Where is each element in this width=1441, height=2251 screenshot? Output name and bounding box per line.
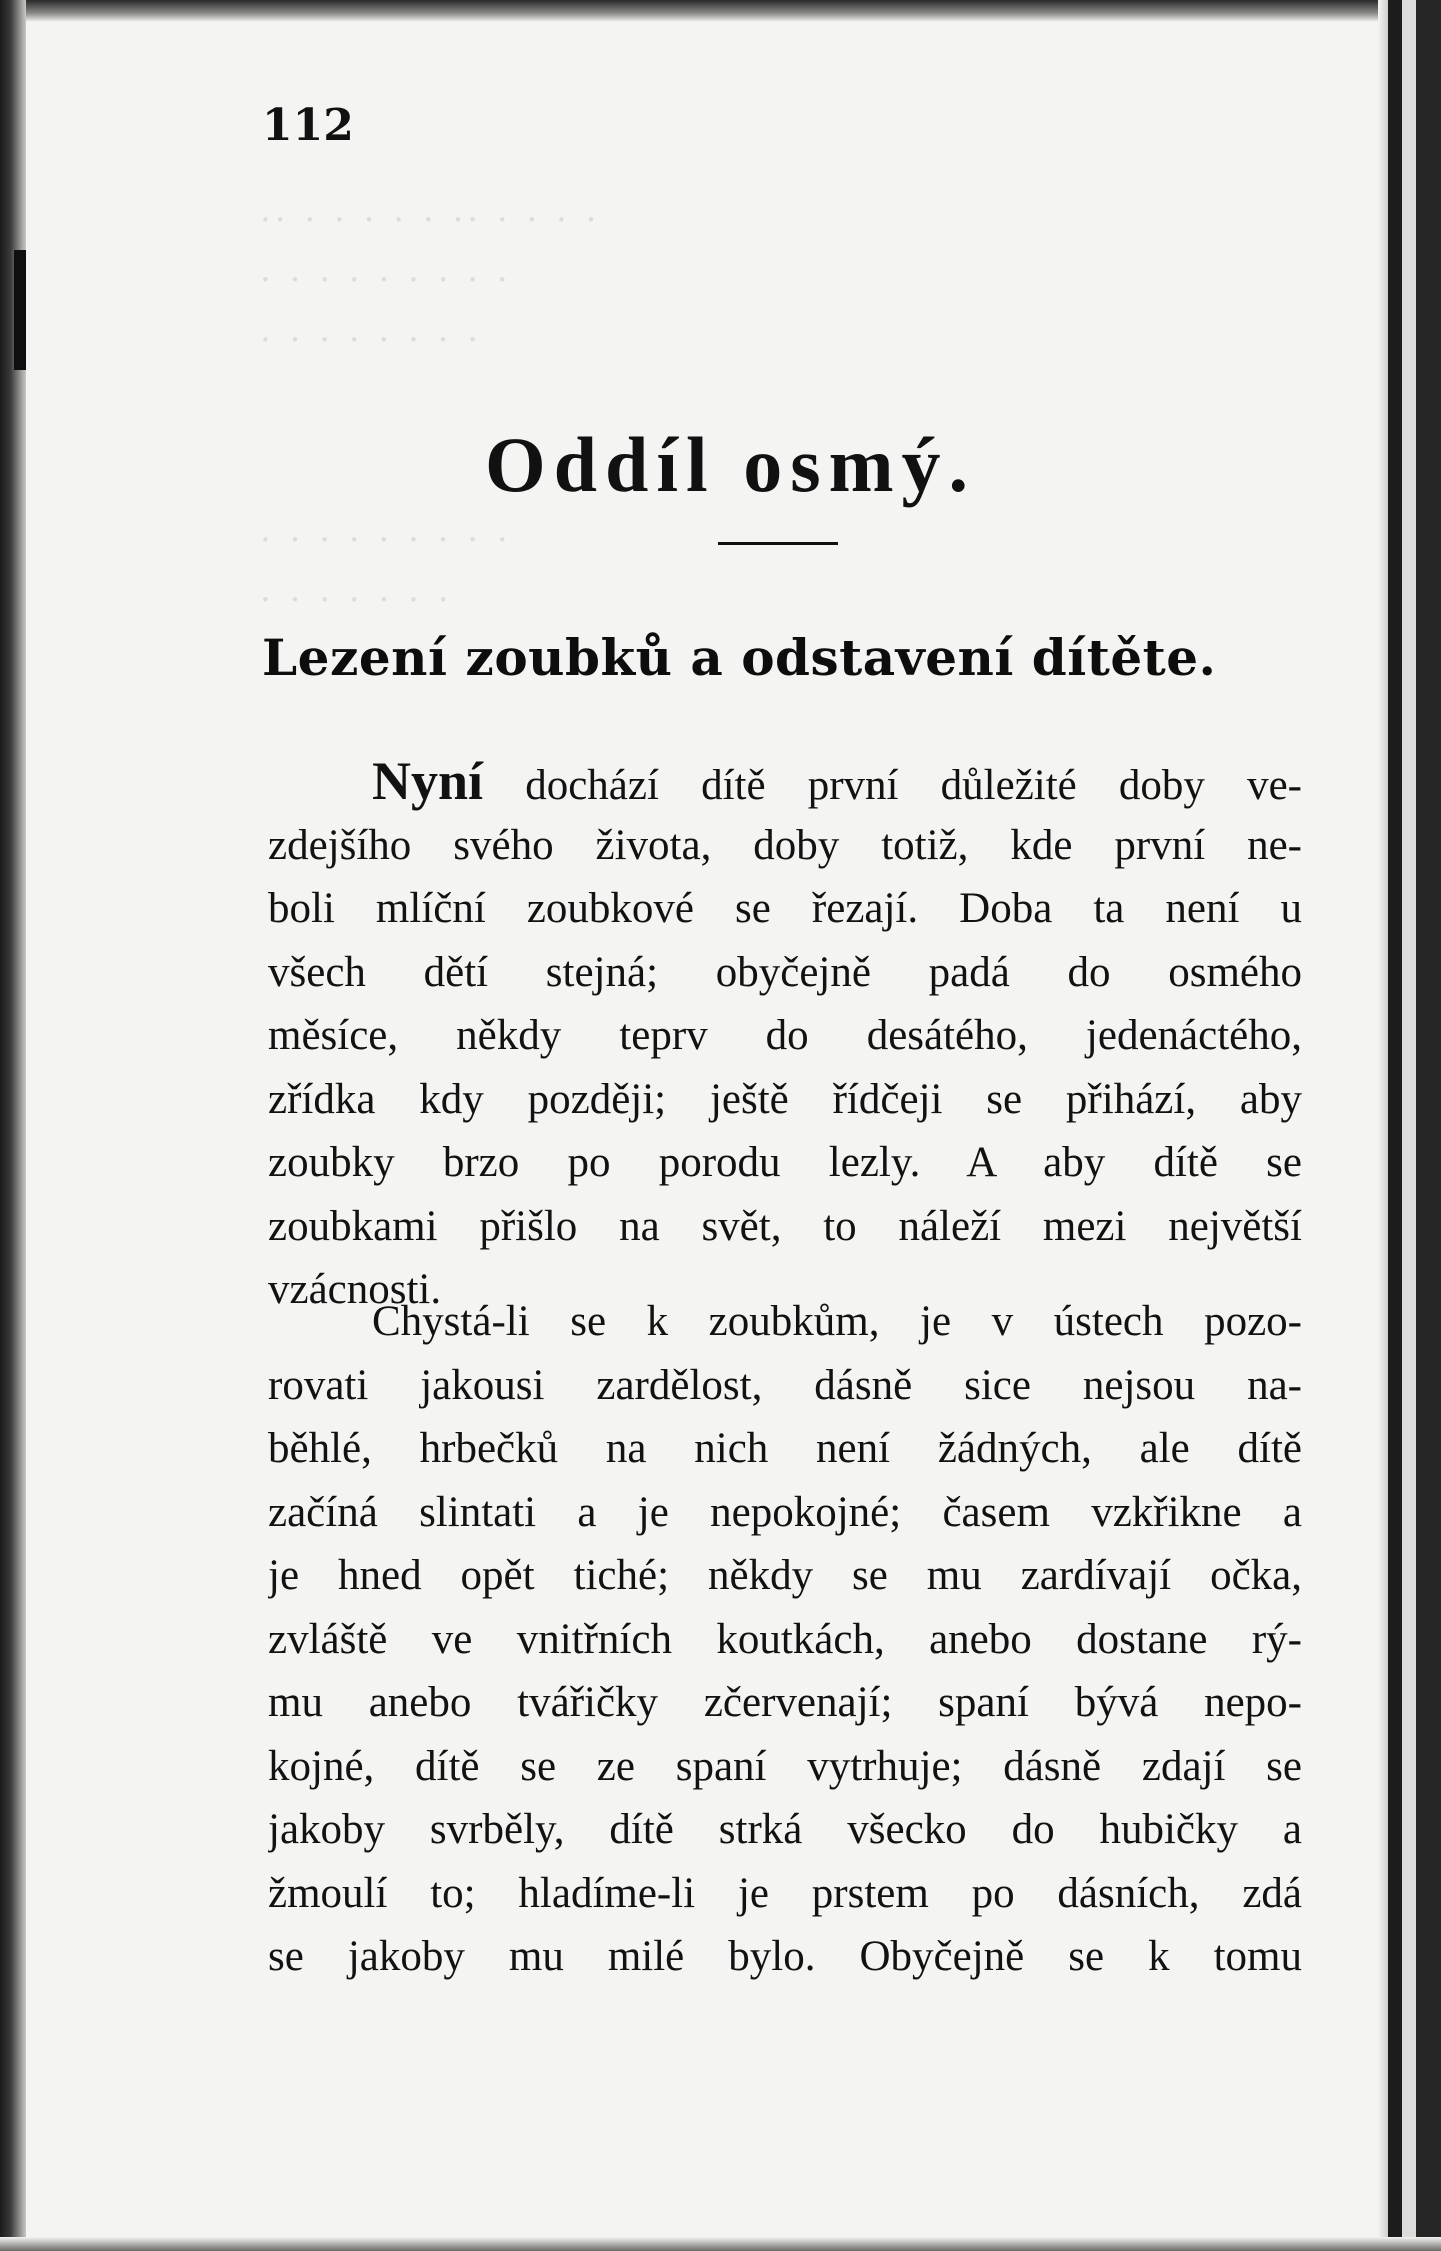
show-through-text: · · · · · · ·: [260, 580, 453, 620]
section-heading: Lezení zoubků a odstavení dítěte.: [262, 628, 1217, 687]
show-through-text: · · · · · · · ·: [260, 320, 483, 360]
text-line: kojné, dítě se ze spaní vytrhuje; dásně zdají se: [268, 1742, 1302, 1790]
text-line: je hned opět tiché; někdy se mu zardívají očka,: [268, 1552, 1302, 1599]
scan-edge-right: [1388, 0, 1402, 2251]
text-line: jakoby svrběly, dítě strká všecko do hubičky a: [268, 1806, 1302, 1853]
chapter-title: Oddíl osmý.: [484, 421, 977, 508]
text-line: boli mlíční zoubkové se řezají. Doba ta není u: [268, 885, 1302, 932]
scan-edge-right-outer: [1416, 0, 1441, 2251]
text-line: běhlé, hrbečků na nich není žádných, ale dítě: [268, 1425, 1302, 1472]
text-line: Nyní dochází dítě první důležité doby ve-: [372, 751, 1302, 811]
scan-edge-bottom: [0, 2237, 1441, 2251]
text-line: žmoulí to; hladíme-li je prstem po dásních, zdá: [268, 1869, 1302, 1917]
paragraph-1: [268, 750, 1302, 1322]
paragraph-2: [268, 1290, 1302, 1989]
text-line: Chystá-li se k zoubkům, je v ústech pozo-: [372, 1298, 1302, 1345]
scan-edge-top: [0, 0, 1441, 22]
text-line: zdejšího svého života, doby totiž, kde první ne-: [268, 821, 1302, 869]
text-line: všech dětí stejná; obyčejně padá do osmého: [268, 948, 1302, 996]
page-gutter-shadow: [1378, 0, 1388, 2251]
page-number: 112: [262, 100, 354, 151]
text-line: měsíce, někdy teprv do desátého, jedenáctého,: [268, 1012, 1302, 1059]
title-underline: [718, 542, 838, 545]
next-page-edge: [1402, 0, 1416, 2251]
text-line: zvláště ve vnitřních koutkách, anebo dostane rý-: [268, 1615, 1302, 1663]
text-line: mu anebo tvářičky zčervenají; spaní bývá nepo-: [268, 1679, 1302, 1726]
show-through-text: · · · · · · · · ·: [260, 260, 512, 300]
text-line: rovati jakousi zardělost, dásně sice nejsou na-: [268, 1361, 1302, 1409]
scan-edge-left-shadow: [14, 250, 26, 370]
text-line: vzácnosti.: [268, 1266, 442, 1313]
show-through-text: ·· · · · · · ·· · · · ·: [260, 200, 601, 240]
text-line: zřídka kdy později; ještě řídčeji se přihází, aby: [268, 1075, 1302, 1123]
text-line: zoubkami přišlo na svět, to náleží mezi největší: [268, 1202, 1302, 1250]
text-line: se jakoby mu milé bylo. Obyčejně se k tomu: [268, 1933, 1302, 1980]
text-line: začíná slintati a je nepokojné; časem vzkřikne a: [268, 1488, 1302, 1536]
text-line: zoubky brzo po porodu lezly. A aby dítě se: [268, 1139, 1302, 1186]
show-through-text: · · · · · · · · ·: [260, 520, 512, 560]
first-word: Nyní: [372, 751, 484, 811]
